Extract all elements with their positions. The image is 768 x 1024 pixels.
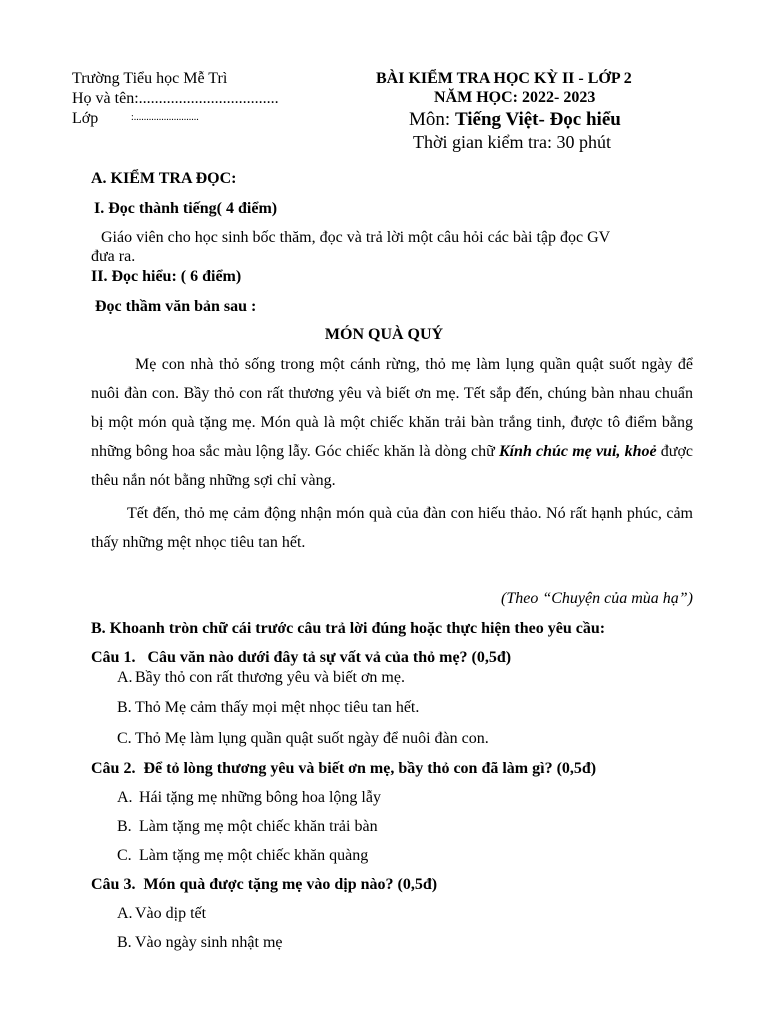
option-letter: A. — [117, 669, 133, 686]
question-1 — [91, 649, 511, 667]
story-paragraph-1 — [91, 350, 693, 495]
read-instruction: Đọc thầm văn bản sau : — [95, 298, 257, 315]
option-text: Làm tặng mẹ một chiếc khăn quàng — [139, 847, 369, 864]
option-text: Bầy thỏ con rất thương yêu và biết ơn mẹ. — [135, 669, 405, 686]
option-letter: C. — [117, 730, 132, 747]
option-letter: C. — [117, 847, 132, 864]
school-year: NĂM HỌC: 2022- 2023 — [434, 89, 596, 106]
exam-title: BÀI KIỂM TRA HỌC KỲ II - LỚP 2 — [376, 70, 632, 87]
question-1-text: Câu văn nào dưới đây tả sự vất vả của thỏ mẹ? (0,5đ) — [147, 649, 512, 666]
story-title: MÓN QUÀ QUÝ — [324, 326, 444, 343]
option-text: Thỏ Mẹ làm lụng quần quật suốt ngày để nuôi đàn con. — [135, 730, 489, 747]
question-1-label: Câu 1. — [91, 649, 136, 666]
story-p1-text: Mẹ con nhà thỏ sống trong một cánh rừng, thỏ mẹ làm lụng quần quật suốt ngày để nuôi đàn con. Bầy thỏ con rất thương yêu và biết ơn mẹ. Tết sắp đến, chúng bàn nhau chuẩn bị một món quà tặng mẹ. Món quà là một chiếc khăn trải bàn trắng tinh, được tô điểm bằng những bông hoa sắc màu lộng lẫy. Góc chiếc khăn là dòng chữ — [91, 356, 693, 460]
exam-duration: Thời gian kiểm tra: 30 phút — [413, 132, 611, 152]
part1-instruction-line1: Giáo viên cho học sinh bốc thăm, đọc và trả lời một câu hỏi các bài tập đọc GV — [101, 229, 611, 246]
question-2-option-b[interactable] — [117, 818, 378, 836]
option-letter: B. — [117, 818, 132, 835]
option-text: Vào ngày sinh nhật mẹ — [135, 934, 283, 951]
class-label: Lớp — [72, 110, 99, 127]
question-3-option-b[interactable] — [117, 934, 283, 952]
question-2-option-c[interactable] — [117, 847, 368, 865]
student-name-field: Họ và tên:................................... — [72, 90, 279, 107]
story-p1-emphasis: Kính chúc mẹ vui, khoẻ — [498, 443, 657, 460]
story-p1-tail: được thêu nắn nót bằng những sợi chỉ vàng. — [91, 443, 694, 489]
option-letter: B. — [117, 934, 132, 951]
section-a-heading: A. KIỂM TRA ĐỌC: — [91, 170, 237, 187]
question-1-option-c[interactable] — [117, 730, 489, 748]
option-letter: A. — [117, 789, 133, 806]
option-letter: B. — [117, 699, 132, 716]
story-paragraph-2: Tết đến, thỏ mẹ cảm động nhận món quà của đàn con hiếu thảo. Nó rất hạnh phúc, cảm thấy những mệt nhọc tiêu tan hết. — [91, 505, 693, 551]
story-source: (Theo “Chuyện của mùa hạ”) — [501, 590, 693, 607]
part2-heading: II. Đọc hiểu: ( 6 điểm) — [91, 268, 242, 285]
question-2 — [91, 760, 596, 778]
option-text: Hái tặng mẹ những bông hoa lộng lẫy — [139, 789, 381, 806]
question-2-option-a[interactable] — [117, 789, 381, 807]
subject-name: Tiếng Việt- Đọc hiểu — [454, 109, 621, 130]
option-letter: A. — [117, 905, 133, 922]
option-text: Thỏ Mẹ cảm thấy mọi mệt nhọc tiêu tan hết. — [135, 699, 420, 716]
question-3-option-a[interactable] — [117, 905, 206, 923]
school-name: Trường Tiểu học Mễ Trì — [72, 70, 228, 87]
subject-prefix: Môn: — [409, 109, 455, 130]
story-text — [91, 350, 693, 557]
question-2-text: Để tỏ lòng thương yêu và biết ơn mẹ, bầy thỏ con đã làm gì? (0,5đ) — [143, 760, 597, 777]
question-3 — [91, 876, 437, 894]
question-2-label: Câu 2. — [91, 760, 136, 777]
question-1-option-a[interactable] — [117, 669, 405, 687]
question-3-label: Câu 3. — [91, 876, 136, 893]
subject-line — [409, 109, 621, 131]
class-field-dots: :.......................... — [131, 112, 199, 123]
option-text: Làm tặng mẹ một chiếc khăn trải bàn — [139, 818, 378, 835]
section-b-heading: B. Khoanh tròn chữ cái trước câu trả lời đúng hoặc thực hiện theo yêu cầu: — [91, 620, 606, 637]
option-text: Vào dịp tết — [135, 905, 207, 922]
part1-instruction-line2: đưa ra. — [91, 248, 136, 265]
question-3-text: Món quà được tặng mẹ vào dịp nào? (0,5đ) — [143, 876, 438, 893]
part1-heading: I. Đọc thành tiếng( 4 điểm) — [94, 200, 278, 217]
question-1-option-b[interactable] — [117, 699, 419, 717]
